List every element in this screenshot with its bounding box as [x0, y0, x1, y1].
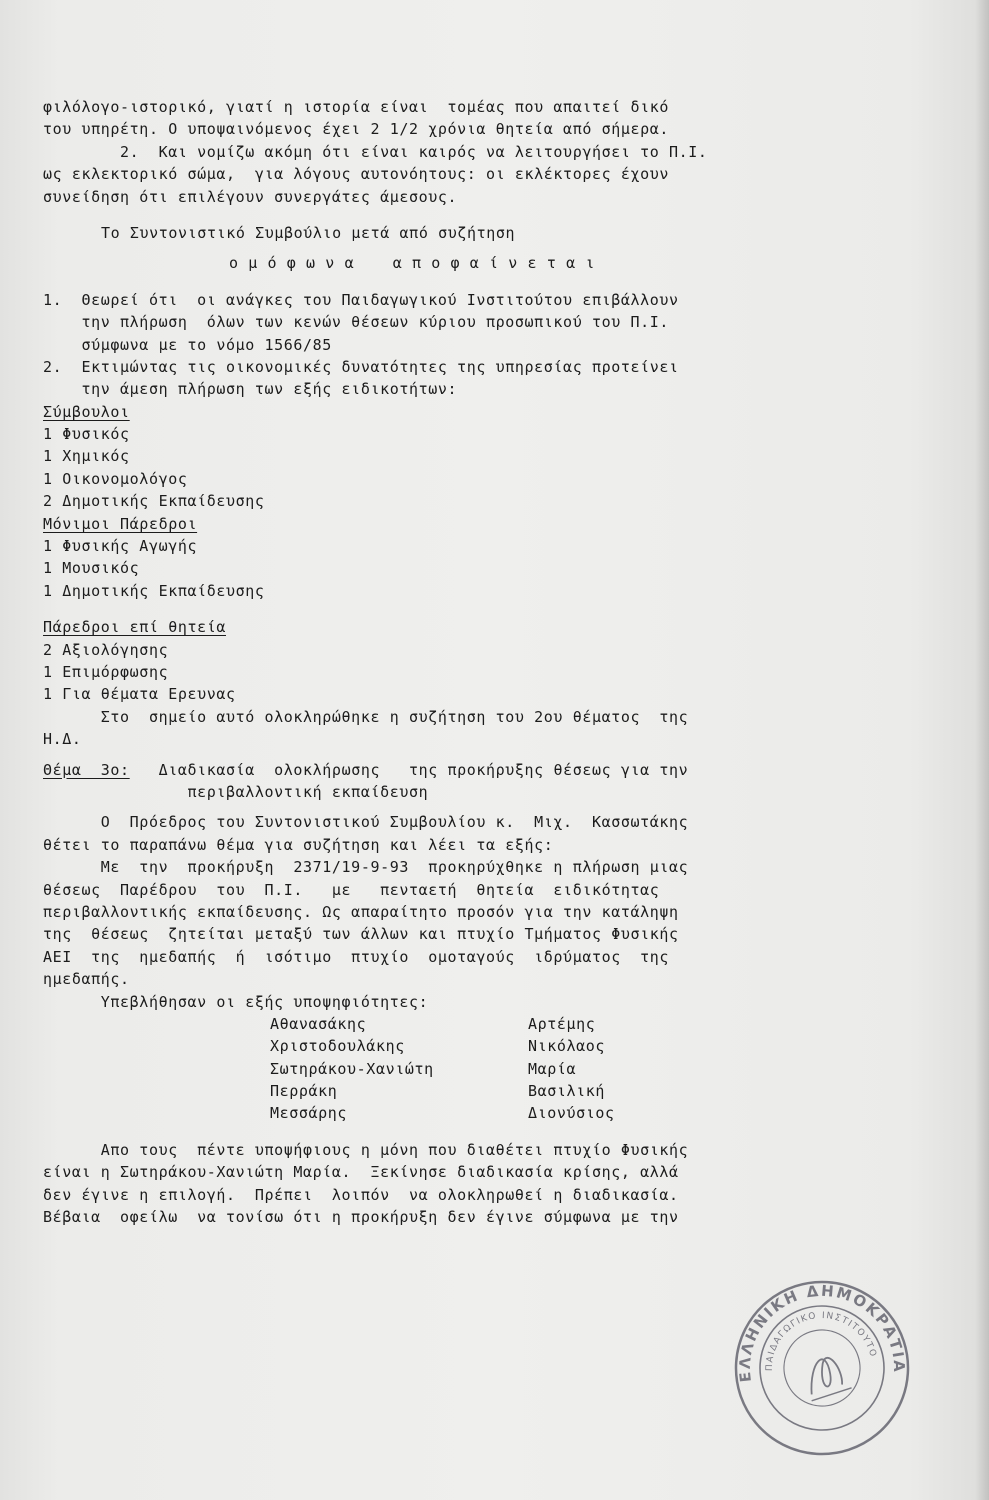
list-item: 1 Χημικός	[43, 447, 130, 466]
council-intro: Το Συντονιστικό Συμβούλιο μετά από συζήτηση	[101, 223, 516, 242]
permanent-heading: Μόνιμοι Πάρεδροι	[43, 514, 198, 533]
topic3-heading	[43, 759, 903, 781]
seal-outer-text: ΕΛΛΗΝΙΚΗ ΔΗΜΟΚΡΑΤΙΑ	[735, 1281, 909, 1384]
candidate-last-name: Μεσσάρης	[270, 1104, 348, 1123]
topic3-title: Διαδικασία ολοκλήρωσης της προκήρυξης θέσεως για την	[129, 760, 689, 779]
text-line: Με την προκήρυξη 2371/19-9-93 προκηρύχθηκε η πλήρωση μιας	[43, 858, 689, 877]
text-line: 2. Και νομίζω ακόμη ότι είναι καιρός να λειτουργήσει το Π.Ι.	[43, 142, 708, 161]
text-line: θέσεως Παρέδρου του Π.Ι. με πενταετή θητεία ειδικότητας	[43, 880, 660, 899]
list-item: 2 Αξιολόγησης	[43, 640, 169, 659]
candidate-row	[43, 1013, 903, 1035]
text-line: συνείδηση ότι επιλέγουν συνεργάτες άμεσους.	[43, 187, 458, 206]
text-line: ΑΕΙ της ημεδαπής ή ισότιμο πτυχίο ομοταγούς ιδρύματος της	[43, 947, 669, 966]
text-line: θέτει το παραπάνω θέμα για συζήτηση και λέει τα εξής:	[43, 835, 554, 854]
text-line: Απο τους πέντε υποψήφιους η μόνη που διαθέτει πτυχίο Φυσικής	[43, 1140, 689, 1159]
advisors-heading: Σύμβουλοι	[43, 402, 130, 421]
candidates-intro: Υπεβλήθησαν οι εξής υποψηφιότητες:	[43, 992, 429, 1011]
document-body	[43, 96, 903, 1228]
decision-line: την άμεση πλήρωση των εξής ειδικοτήτων:	[43, 380, 458, 399]
topic3-label: Θέμα 3ο:	[43, 760, 130, 779]
text-line: του υπηρέτη. Ο υποψαινόμενος έχει 2 1/2 χρόνια θητεία από σήμερα.	[43, 120, 669, 139]
candidate-last-name: Χριστοδουλάκης	[270, 1037, 405, 1056]
decision-heading: ο μ ό φ ω ν α α π ο φ α ί ν ε τ α ι	[229, 254, 595, 273]
candidate-row	[43, 1080, 903, 1102]
candidate-row	[43, 1035, 903, 1057]
list-item: 1 Για θέματα Ερευνας	[43, 685, 236, 704]
text-line: είναι η Σωτηράκου-Χανιώτη Μαρία. Ξεκίνησε διαδικασία κρίσης, αλλά	[43, 1163, 679, 1182]
candidate-first-name: Νικόλαος	[528, 1037, 606, 1056]
text-line: φιλόλογο-ιστορικό, γιατί η ιστορία είναι τομέας που απαιτεί δικό	[43, 98, 669, 116]
official-seal	[732, 1278, 912, 1458]
list-item: 1 Μουσικός	[43, 559, 140, 578]
svg-text:ΕΛΛΗΝΙΚΗ ΔΗΜΟΚΡΑΤΙΑ	[732, 1278, 912, 1425]
candidate-row	[43, 1102, 903, 1124]
candidate-row	[43, 1058, 903, 1080]
text-line: Ο Πρόεδρος του Συντονιστικού Συμβουλίου κ. Μιχ. Κασσωτάκης	[43, 813, 689, 832]
candidate-first-name: Βασιλική	[528, 1082, 606, 1101]
text-line: της θέσεως ζητείται μεταξύ των άλλων και πτυχίο Τμήματος Φυσικής	[43, 925, 679, 944]
candidate-last-name: Αθανασάκης	[270, 1014, 367, 1033]
text-line: ημεδαπής.	[43, 970, 130, 989]
decision-line: την πλήρωση όλων των κενών θέσεων κύριου προσωπικού του Π.Ι.	[43, 313, 669, 332]
list-item: 1 Φυσικής Αγωγής	[43, 537, 198, 556]
text-line: Η.Δ.	[43, 730, 82, 749]
seal-inner-text: ΠΑΙΔΑΓΩΓΙΚΟ ΙΝΣΤΙΤΟΥΤΟ	[764, 1310, 878, 1372]
candidate-first-name: Διονύσιος	[528, 1104, 615, 1123]
list-item: 1 Επιμόρφωσης	[43, 663, 169, 682]
term-heading: Πάρεδροι επί θητεία	[43, 618, 226, 637]
text-line: δεν έγινε η επιλογή. Πρέπει λοιπόν να ολοκληρωθεί η διαδικασία.	[43, 1185, 679, 1204]
text-line: Στο σημείο αυτό ολοκληρώθηκε η συζήτηση του 2ου θέματος της	[43, 707, 689, 726]
list-item: 1 Φυσικός	[43, 425, 130, 444]
list-item: 1 Οικονομολόγος	[43, 469, 188, 488]
text-line: ως εκλεκτορικό σώμα, για λόγους αυτονόητους: οι εκλέκτορες έχουν	[43, 165, 669, 184]
text-line: Βέβαια οφείλω να τονίσω ότι η προκήρυξη δεν έγινε σύμφωνα με την	[43, 1208, 679, 1227]
decision-line: 1. Θεωρεί ότι οι ανάγκες του Παιδαγωγικού Ινστιτούτου επιβάλλουν	[43, 290, 679, 309]
candidate-last-name: Σωτηράκου-Χανιώτη	[270, 1059, 434, 1078]
text-line: περιβαλλοντικής εκπαίδευσης. Ως απαραίτητο προσόν για την κατάληψη	[43, 902, 679, 921]
decision-line: 2. Εκτιμώντας τις οικονομικές δυνατότητες της υπηρεσίας προτείνει	[43, 357, 679, 376]
list-item: 1 Δημοτικής Εκπαίδευσης	[43, 581, 265, 600]
candidate-first-name: Μαρία	[528, 1059, 577, 1078]
topic3-title-cont: περιβαλλοντική εκπαίδευση	[43, 782, 429, 801]
decision-line: σύμφωνα με το νόμο 1566/85	[43, 335, 332, 354]
list-item: 2 Δημοτικής Εκπαίδευσης	[43, 492, 265, 511]
candidate-last-name: Περράκη	[270, 1082, 338, 1101]
candidate-first-name: Αρτέμης	[528, 1014, 596, 1033]
